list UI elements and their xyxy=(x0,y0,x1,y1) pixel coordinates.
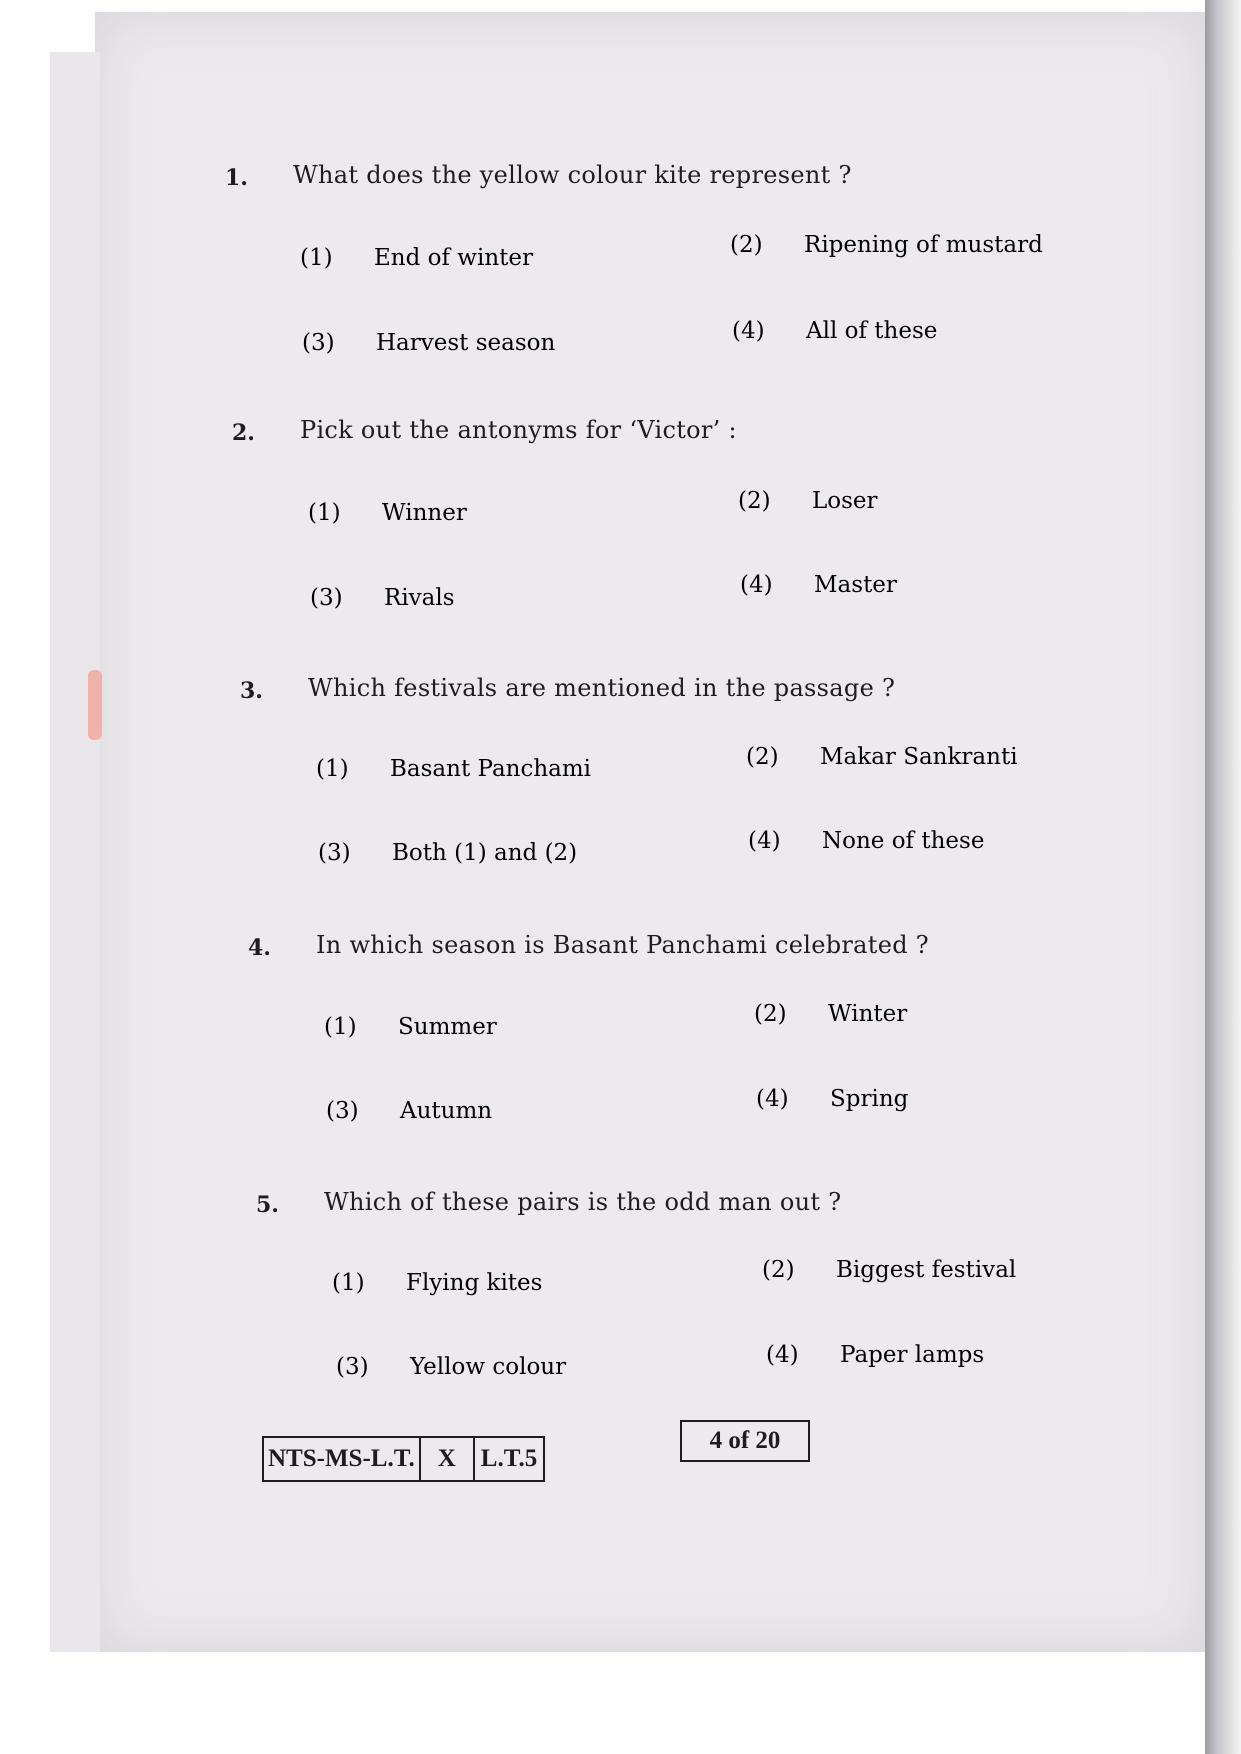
option-number: (3) xyxy=(302,330,335,356)
option-number: (3) xyxy=(336,1354,369,1380)
option-text: Rivals xyxy=(384,585,455,611)
option-number: (3) xyxy=(310,585,343,611)
option-number: (2) xyxy=(738,488,771,514)
option-number: (2) xyxy=(754,1001,787,1027)
question-text: In which season is Basant Panchami celebrated ? xyxy=(316,931,929,959)
paper-stain xyxy=(88,670,102,740)
option-1-3 xyxy=(302,330,555,356)
option-3-3 xyxy=(318,840,577,866)
option-number: (2) xyxy=(730,232,763,258)
option-number: (3) xyxy=(326,1098,359,1124)
option-number: (2) xyxy=(746,744,779,770)
option-number: (4) xyxy=(766,1342,799,1368)
option-1-1 xyxy=(300,245,533,271)
option-number: (2) xyxy=(762,1257,795,1283)
option-text: Master xyxy=(814,572,897,598)
question-text: What does the yellow colour kite represent ? xyxy=(293,161,852,189)
option-3-4 xyxy=(748,828,984,854)
question-text: Which of these pairs is the odd man out ? xyxy=(324,1188,842,1216)
option-text: Spring xyxy=(830,1086,909,1112)
option-number: (1) xyxy=(316,756,349,782)
option-text: None of these xyxy=(822,828,985,854)
option-number: (1) xyxy=(308,500,341,526)
question-number: 4. xyxy=(248,935,271,961)
paper-set: L.T.5 xyxy=(480,1445,538,1472)
question-text: Pick out the antonyms for ‘Victor’ : xyxy=(300,416,737,444)
option-4-4 xyxy=(756,1086,908,1112)
option-text: Autumn xyxy=(400,1098,493,1124)
option-number: (1) xyxy=(332,1270,365,1296)
question-text: Which festivals are mentioned in the passage ? xyxy=(308,674,896,702)
option-number: (4) xyxy=(732,318,765,344)
option-5-4 xyxy=(766,1342,984,1368)
option-number: (4) xyxy=(748,828,781,854)
question-number: 1. xyxy=(225,165,248,191)
page-number: 4 of 20 xyxy=(680,1420,810,1462)
option-number: (1) xyxy=(324,1014,357,1040)
option-text: Harvest season xyxy=(376,330,556,356)
question-number: 3. xyxy=(240,678,263,704)
option-text: All of these xyxy=(806,318,938,344)
option-2-4 xyxy=(740,572,897,598)
scan-edge-shadow xyxy=(1205,0,1241,1754)
option-4-1 xyxy=(324,1014,497,1040)
option-1-4 xyxy=(732,318,937,344)
option-text: Yellow colour xyxy=(410,1354,567,1380)
option-1-2 xyxy=(730,232,1043,258)
option-5-1 xyxy=(332,1270,542,1296)
option-text: Winner xyxy=(382,500,467,526)
option-text: Basant Panchami xyxy=(390,756,592,782)
option-number: (1) xyxy=(300,245,333,271)
option-5-2 xyxy=(762,1257,1016,1283)
option-number: (4) xyxy=(740,572,773,598)
option-number: (4) xyxy=(756,1086,789,1112)
option-text: Flying kites xyxy=(406,1270,543,1296)
option-number: (3) xyxy=(318,840,351,866)
option-text: Ripening of mustard xyxy=(804,232,1043,258)
option-2-3 xyxy=(310,585,455,611)
option-text: Makar Sankranti xyxy=(820,744,1018,770)
paper-code: NTS-MS-L.T. xyxy=(264,1438,421,1480)
question-number: 5. xyxy=(256,1192,279,1218)
option-4-3 xyxy=(326,1098,492,1124)
option-3-1 xyxy=(316,756,591,782)
option-text: Winter xyxy=(828,1001,908,1027)
option-2-1 xyxy=(308,500,467,526)
paper-class: X xyxy=(421,1438,475,1480)
paper-sheet xyxy=(95,12,1205,1652)
paper-code-box xyxy=(262,1436,545,1482)
option-text: End of winter xyxy=(374,245,534,271)
option-4-2 xyxy=(754,1001,907,1027)
option-text: Loser xyxy=(812,488,878,514)
option-2-2 xyxy=(738,488,878,514)
option-3-2 xyxy=(746,744,1018,770)
option-text: Summer xyxy=(398,1014,497,1040)
question-number: 2. xyxy=(232,420,255,446)
option-text: Both (1) and (2) xyxy=(392,840,578,866)
option-5-3 xyxy=(336,1354,566,1380)
option-text: Biggest festival xyxy=(836,1257,1017,1283)
option-text: Paper lamps xyxy=(840,1342,985,1368)
